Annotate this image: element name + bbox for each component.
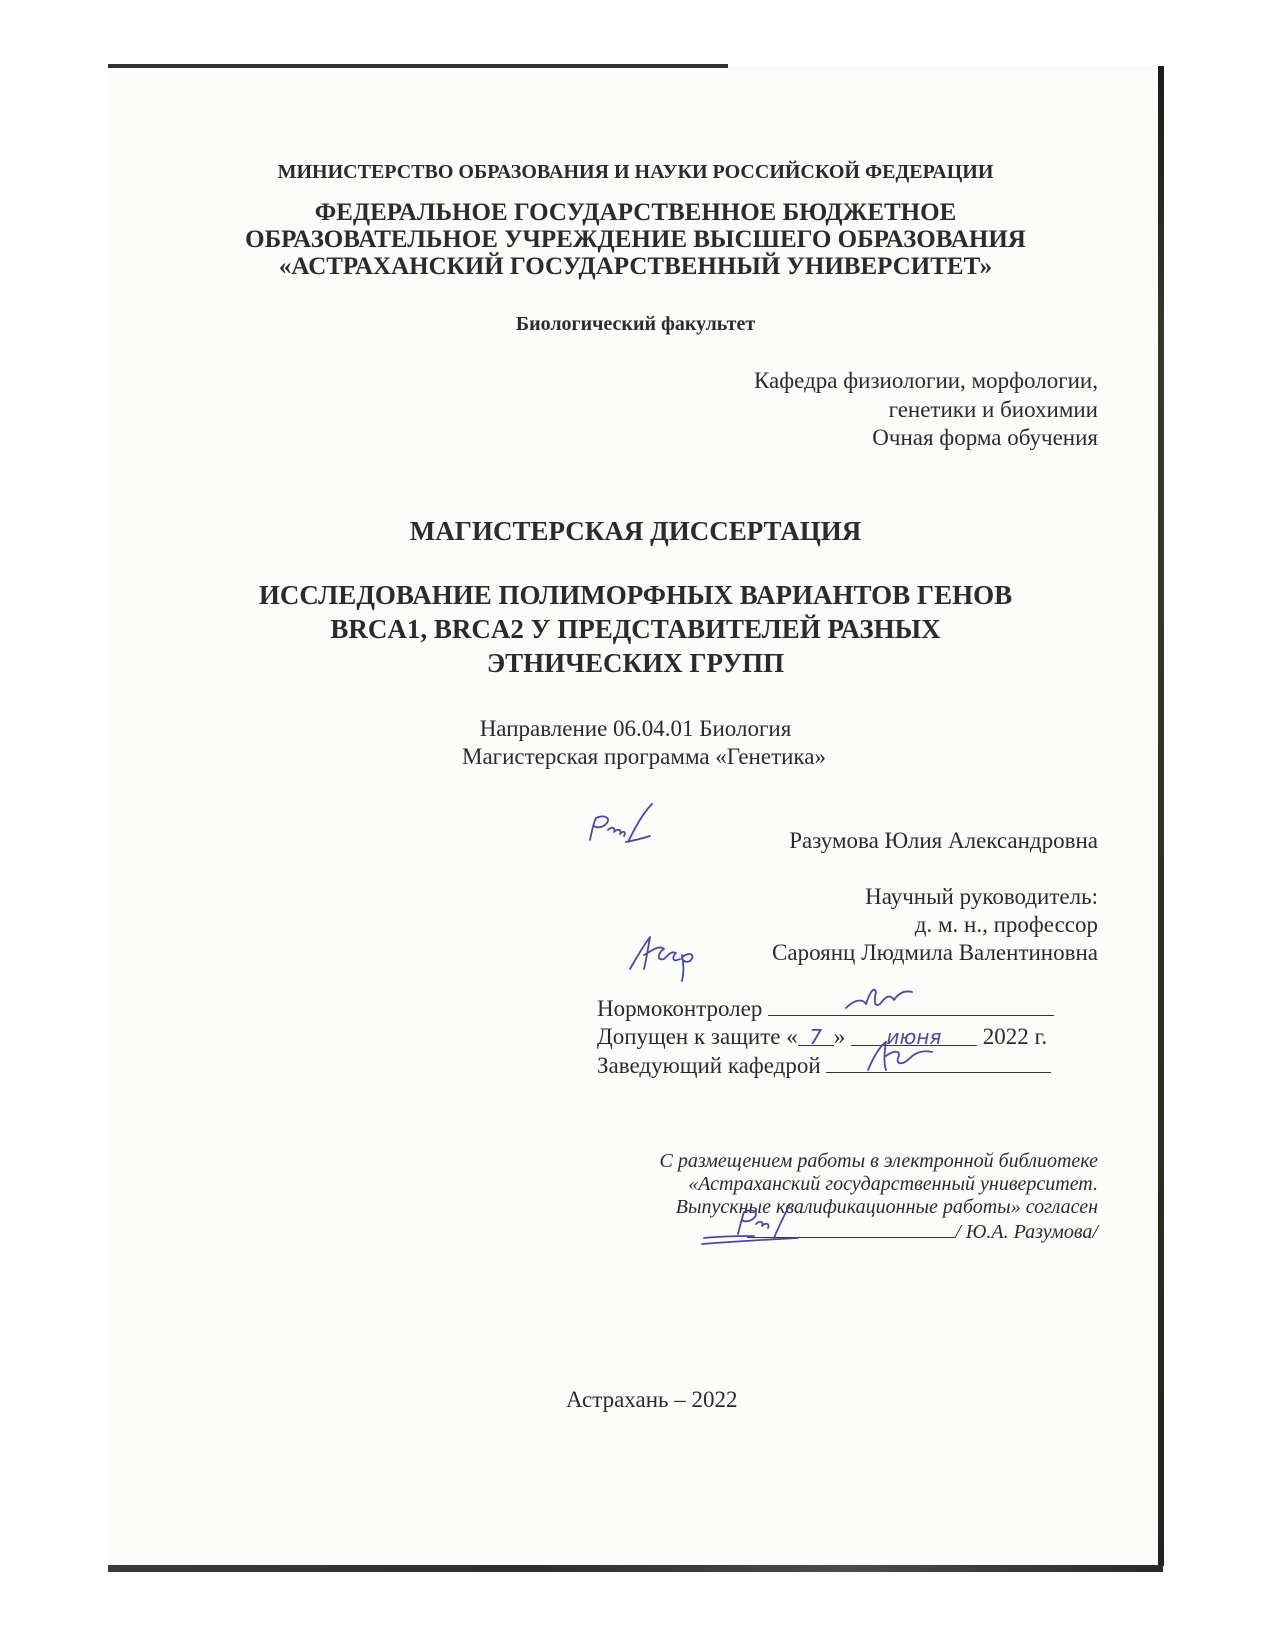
title-line-2: BRCA1, BRCA2 У ПРЕДСТАВИТЕЛЕЙ РАЗНЫХ: [330, 614, 941, 644]
page-right-edge: [1158, 66, 1164, 1566]
department-line-1: Кафедра физиологии, морфологии,: [754, 368, 1098, 393]
consent-signature: [698, 1198, 808, 1253]
title-line-3: ЭТНИЧЕСКИХ ГРУПП: [486, 648, 785, 678]
author-signature: [582, 800, 662, 855]
consent-line-2: «Астраханский государственный университет.: [688, 1173, 1098, 1195]
normcontrol-row: [597, 995, 1054, 1022]
supervisor-label: Научный руководитель:: [865, 884, 1098, 909]
department-line-2: генетики и биохимии: [888, 397, 1098, 422]
head-signature: [858, 1036, 938, 1076]
head-row: [597, 1052, 1051, 1079]
defense-month: июня: [851, 1025, 977, 1046]
document-type: МАГИСТЕРСКАЯ ДИССЕРТАЦИЯ: [409, 516, 862, 546]
master-program: Магистерская программа «Генетика»: [462, 744, 826, 769]
defense-day: 7: [798, 1025, 834, 1046]
institution-line-1: ФЕДЕРАЛЬНОЕ ГОСУДАРСТВЕННОЕ БЮДЖЕТНОЕ: [314, 199, 957, 226]
supervisor-signature: [624, 925, 714, 985]
normcontrol-signature: [840, 978, 920, 1018]
defense-quote-close: »: [833, 1024, 846, 1049]
page-bottom-edge: [108, 1565, 1163, 1572]
author-name: Разумова Юлия Александровна: [789, 828, 1098, 853]
faculty-name: Биологический факультет: [515, 313, 756, 335]
page-top-edge: [108, 64, 728, 68]
study-direction: Направление 06.04.01 Биология: [479, 716, 792, 741]
head-label: Заведующий кафедрой: [597, 1053, 821, 1078]
study-form: Очная форма обучения: [872, 425, 1098, 450]
city-year: Астрахань – 2022: [566, 1387, 738, 1412]
consent-line-4: / Ю.А. Разумова/: [955, 1221, 1098, 1243]
normcontrol-label: Нормоконтролер: [597, 996, 763, 1021]
supervisor-degree: д. м. н., профессор: [914, 912, 1098, 937]
institution-line-2: ОБРАЗОВАТЕЛЬНОЕ УЧРЕЖДЕНИЕ ВЫСШЕГО ОБРАЗОВАНИЯ: [245, 226, 1026, 253]
defense-label: Допущен к защите «: [597, 1024, 798, 1049]
title-line-1: ИССЛЕДОВАНИЕ ПОЛИМОРФНЫХ ВАРИАНТОВ ГЕНОВ: [258, 580, 1013, 610]
ministry-name: МИНИСТЕРСТВО ОБРАЗОВАНИЯ И НАУКИ РОССИЙСКОЙ ФЕДЕРАЦИИ: [277, 161, 994, 183]
supervisor-name: Сароянц Людмила Валентиновна: [772, 940, 1098, 965]
defense-row: [597, 1024, 1047, 1050]
consent-line-3: Выпускные квалификационные работы» согласен: [675, 1196, 1098, 1218]
institution-line-3: «АСТРАХАНСКИЙ ГОСУДАРСТВЕННЫЙ УНИВЕРСИТЕТ»: [278, 253, 993, 280]
consent-line-1: С размещением работы в электронной библиотеке: [659, 1150, 1098, 1172]
defense-year: 2022 г.: [982, 1024, 1048, 1049]
